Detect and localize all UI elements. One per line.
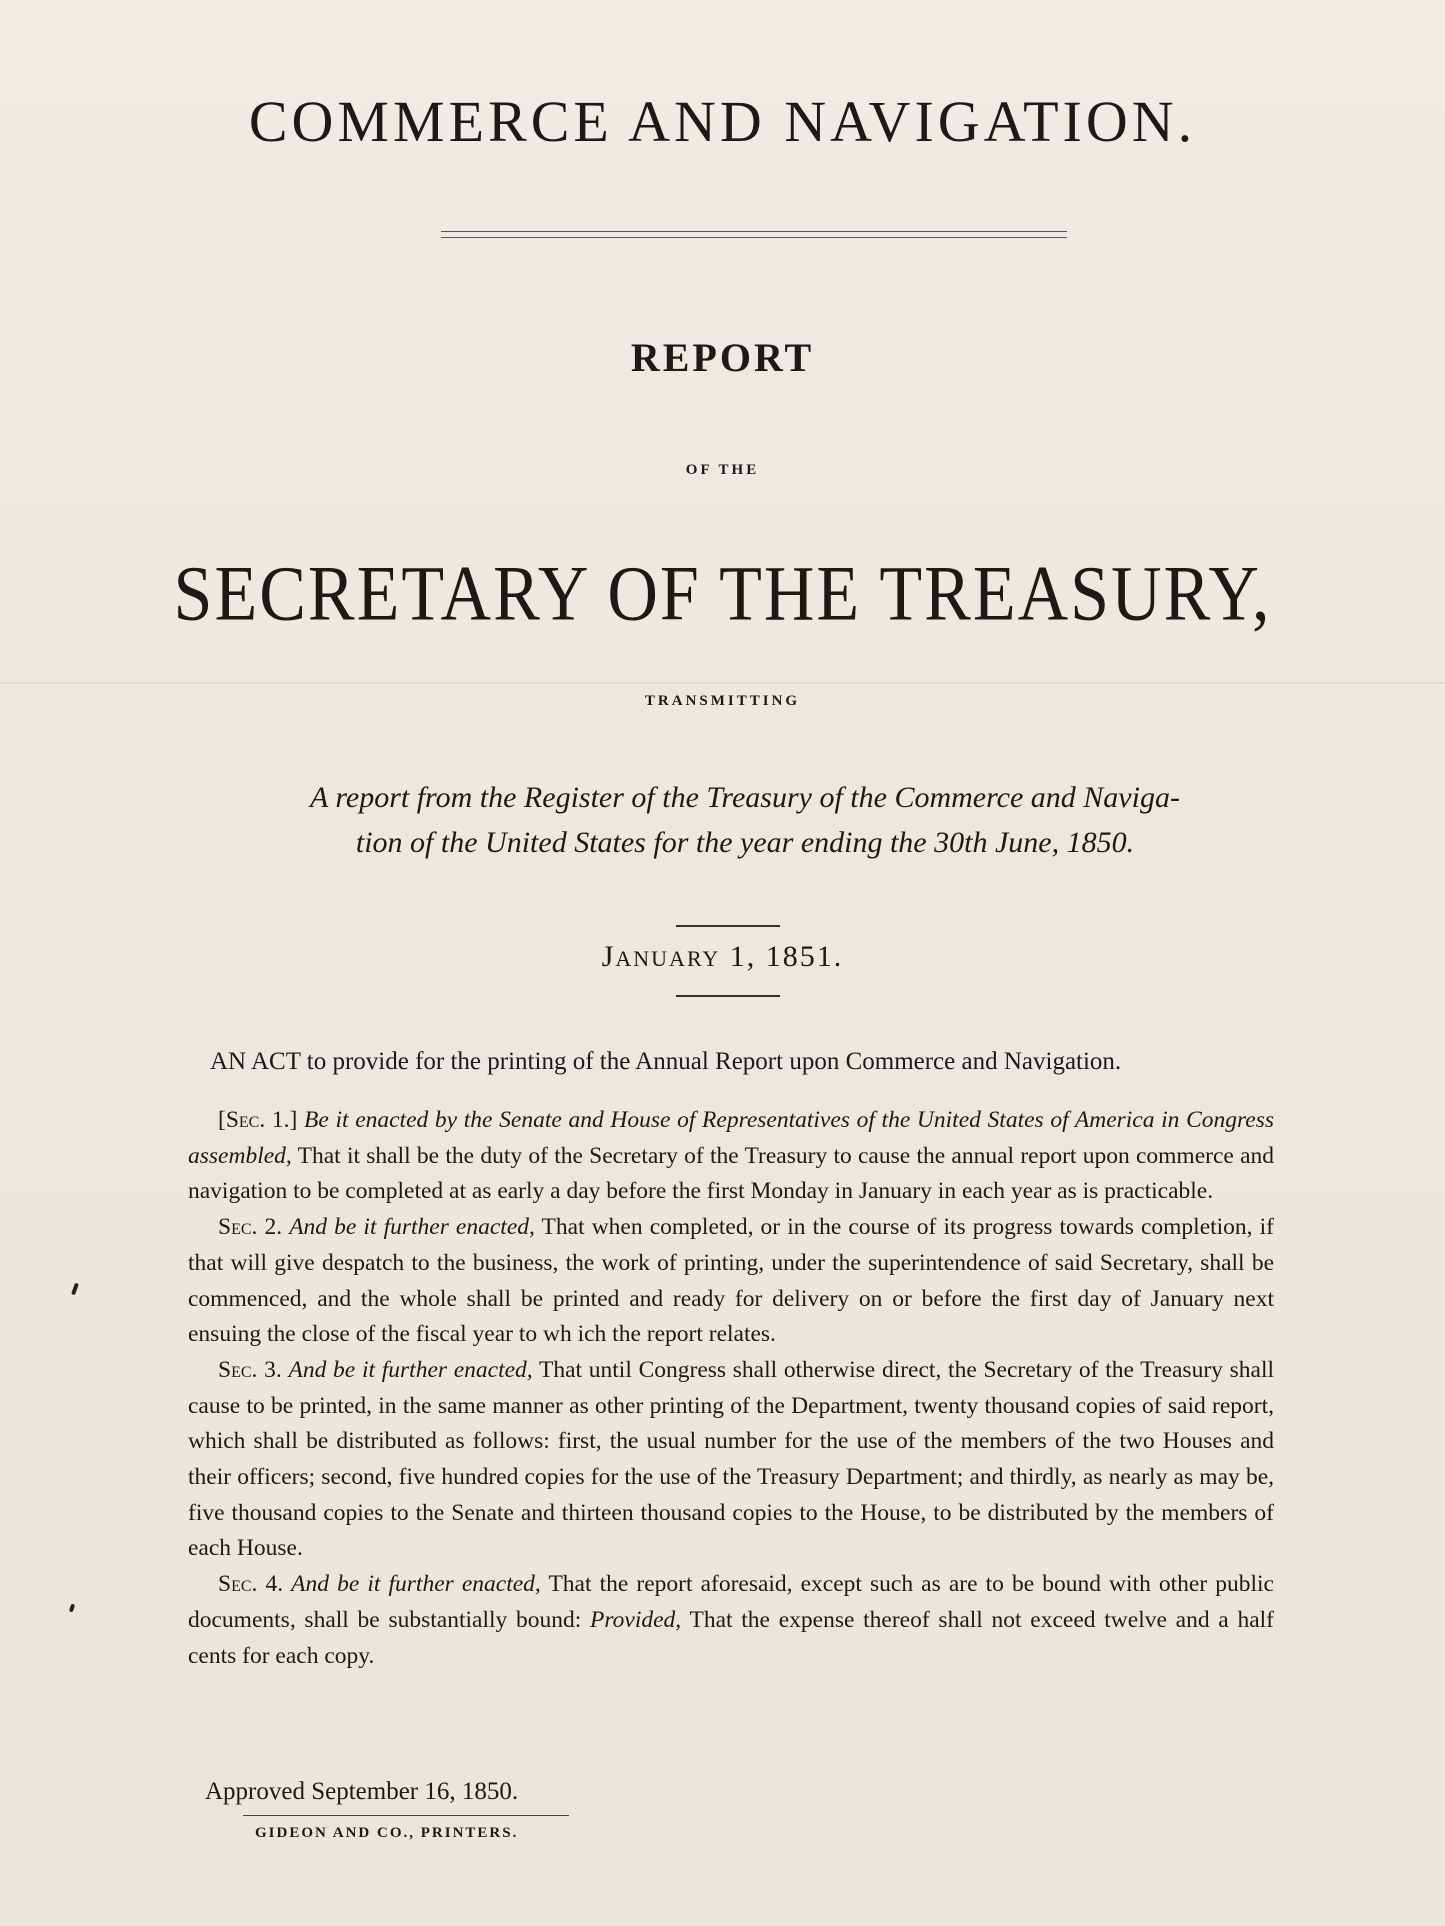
paper-fold-line [0, 682, 1445, 684]
date-month-caps: ANUARY [615, 946, 721, 971]
report-date [0, 940, 1445, 974]
section-text: That it shall be the duty of the Secretary of the Treasury to cause the annual report upon commerce and navigation to be completed at as early a day before the first Monday in January in each year as is practicable. [188, 1142, 1274, 1205]
ink-speck [71, 1283, 79, 1296]
date-rule-bottom [676, 995, 780, 997]
report-description [195, 775, 1295, 865]
enacting-clause: And be it further enacted, [289, 1214, 535, 1241]
section-label: [Sec. 1.] [218, 1107, 298, 1133]
section-text: That the report aforesaid, except such as are to be bound with other public documents, shall be substantially bound: [188, 1571, 1274, 1633]
section-text-continued: That the expense thereof shall not exceed twelve and a half cents for each copy. [188, 1606, 1274, 1669]
section-3 [188, 1353, 1274, 1567]
date-rule-top [676, 925, 780, 927]
document-title: COMMERCE AND NAVIGATION. [248, 89, 1197, 154]
report-heading: REPORT [630, 335, 815, 380]
act-title: AN ACT to provide for the printing of the Annual Report upon Commerce and Navigation. [210, 1048, 1122, 1075]
enacting-clause: And be it further enacted, [291, 1571, 541, 1598]
section-1 [188, 1103, 1274, 1210]
transmitting-line: TRANSMITTING [644, 693, 801, 709]
description-line-2: tion of the United States for the year ending the 30th June, 1850. [355, 826, 1135, 859]
of-the-line: OF THE [685, 462, 760, 478]
printer-rule [243, 1815, 569, 1816]
section-2 [188, 1210, 1274, 1353]
section-label: Sec. 2. [218, 1214, 283, 1241]
secretary-heading: SECRETARY OF THE TREASURY, [173, 551, 1272, 638]
ink-speck [69, 1604, 75, 1613]
section-label: Sec. 4. [218, 1571, 284, 1598]
enacting-clause: And be it further enacted, [288, 1356, 533, 1383]
double-rule-divider [441, 231, 1067, 238]
proviso-word: Provided, [590, 1606, 682, 1633]
act-body [188, 1103, 1274, 1674]
description-line-1: A report from the Register of the Treasury of the Commerce and Naviga- [310, 781, 1180, 814]
printer-imprint: GIDEON AND CO., PRINTERS. [255, 1825, 519, 1841]
date-initial: J [601, 940, 616, 973]
section-label: Sec. 3. [218, 1356, 282, 1383]
section-text: That when completed, or in the course of its progress towards completion, if that will give despatch to the business, the work of printing, under the superintendence of said Secretary, shall be commenced, and the whole shall be printed and ready for delivery on or before the first day of January next ensuing the close of the fiscal year to wh ich the report relates. [188, 1214, 1275, 1348]
section-4 [188, 1567, 1274, 1674]
approval-line: Approved September 16, 1850. [205, 1778, 519, 1805]
enacting-clause: Be it enacted by the Senate and House of Representatives of the United States of America in Congress assembled, [188, 1107, 1275, 1169]
date-rest: 1, 1851. [720, 940, 844, 973]
section-text: That until Congress shall otherwise direct, the Secretary of the Treasury shall cause to be printed, in the same manner as other printing of the Department, twenty thousand copies of said report, which shall be distributed as follows: first, the usual number for the use of the members of the two Houses and their officers; second, five hundred copies for the use of the Treasury Department; and thirdly, as nearly as may be, five thousand copies to the Senate and thirteen thousand copies to the House, to be distributed by the members of each House. [188, 1356, 1275, 1562]
